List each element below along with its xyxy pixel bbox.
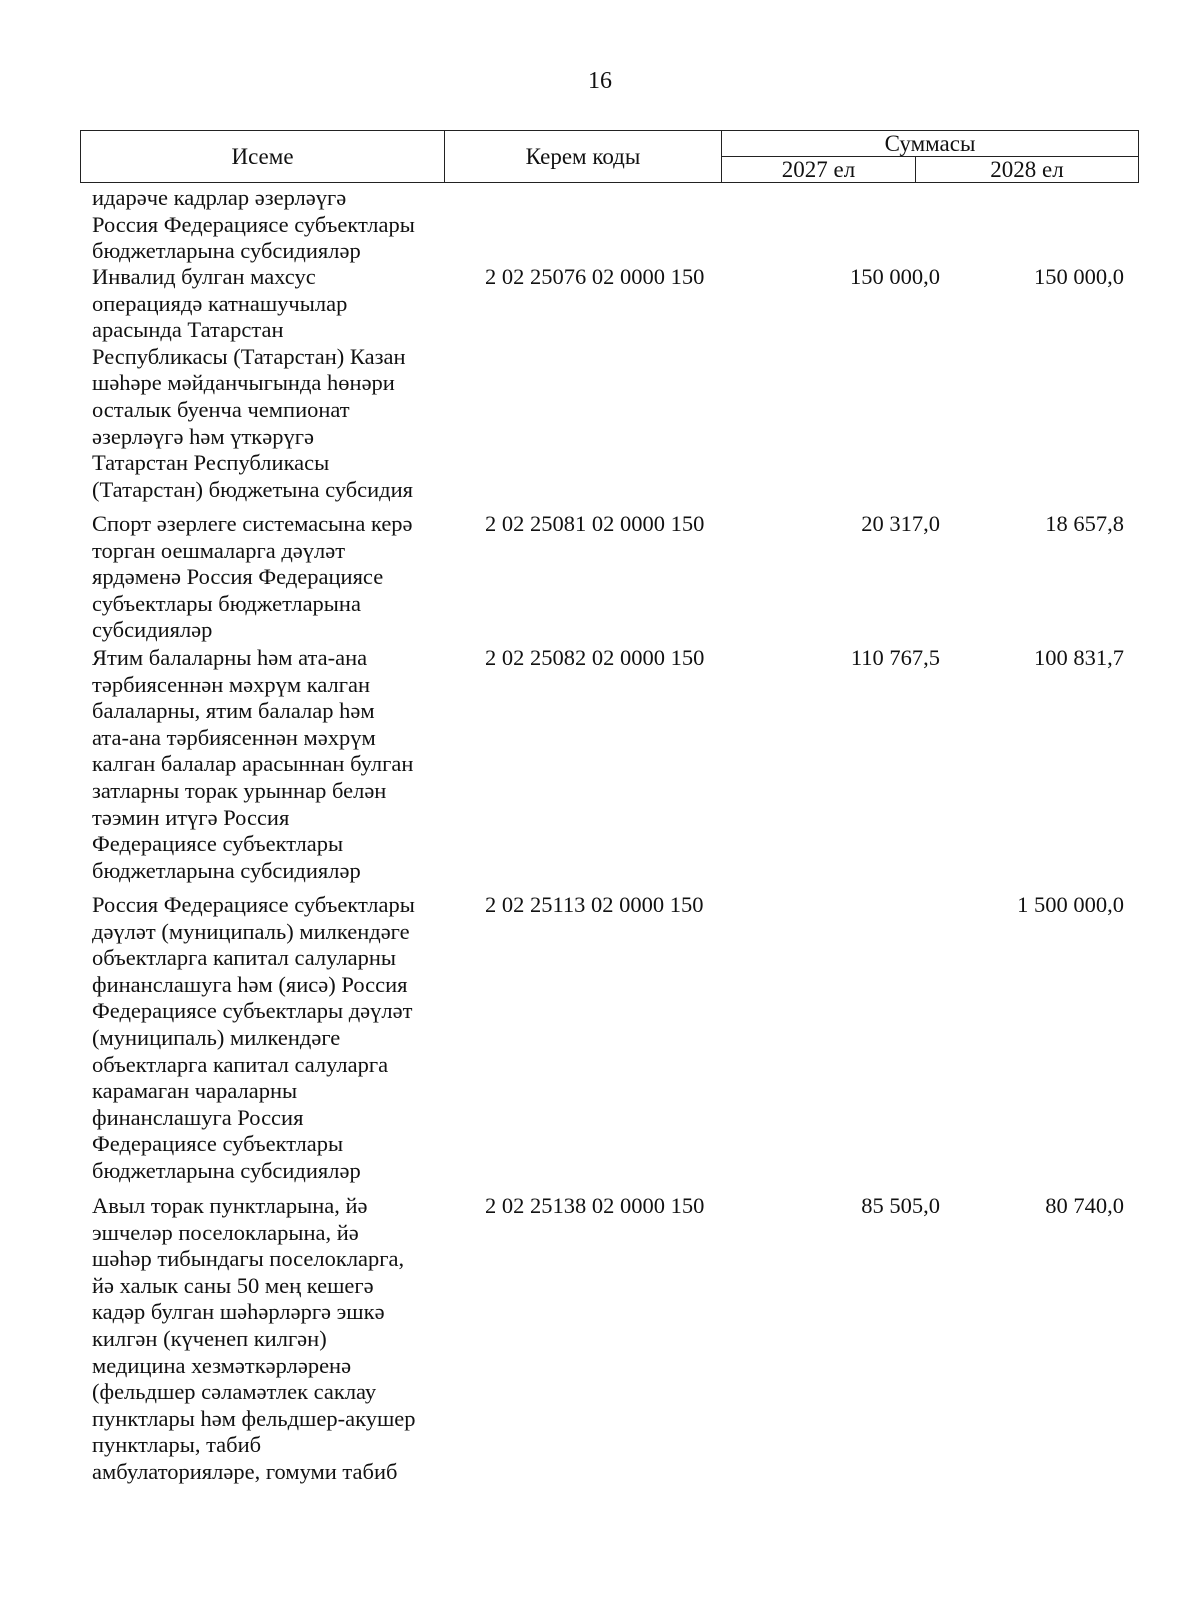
column-header-sum: Суммасы bbox=[722, 131, 1139, 157]
row-name: Авыл торак пунктларына, йә эшчеләр поселокларына, йә шәһәр тибындагы поселокларга, йә халык саны 50 мең кешегә кадәр булган шәһәрләргә эшкә килгән (күченеп килгән) медицина хезмәткәрләренә (фельдшер сәламәтлек саклау пунктлары һәм фельдшер-акушер пунктлары, табиб амбулаторияләре, гомуми табиб bbox=[92, 1193, 416, 1484]
row-value-2028: 18 657,8 bbox=[1045, 511, 1124, 536]
row-value-2027: 85 505,0 bbox=[861, 1193, 940, 1218]
table-header bbox=[80, 130, 1139, 183]
column-header-2027: 2027 ел bbox=[722, 157, 916, 183]
row-name: Спорт әзерлеге системасына керә торган оешмаларга дәүләт ярдәменә Россия Федерациясе субъектлары бюджетларына субсидияләр bbox=[92, 511, 413, 643]
row-name: Инвалид булган махсус операциядә катнашучылар арасында Татарстан Республикасы (Татарстан) Казан шәһәре мәйданчыгында һөнәри осталык буенча чемпионат әзерләүгә һәм үткәрүгә Татарстан Республикасы (Татарстан) бюджетына субсидия bbox=[92, 264, 414, 502]
row-value-2027: 110 767,5 bbox=[850, 645, 940, 670]
row-name: Ятим балаларны һәм ата-ана тәрбиясеннән мәхрүм калган балаларны, ятим балалар һәм ата-ана тәрбиясеннән мәхрүм калган балалар арасыннан булган затларны торак урыннар белән тәэмин итүгә Россия Федерациясе субъектлары бюджетларына субсидияләр bbox=[92, 645, 414, 883]
column-header-2028: 2028 ел bbox=[916, 157, 1139, 183]
row-code: 2 02 25081 02 0000 150 bbox=[485, 511, 705, 536]
row-value-2028: 1 500 000,0 bbox=[1017, 892, 1124, 917]
row-code: 2 02 25113 02 0000 150 bbox=[485, 892, 704, 917]
row-code: 2 02 25076 02 0000 150 bbox=[485, 264, 705, 289]
row-name: Россия Федерациясе субъектлары дәүләт (муниципаль) милкендәге объектларга капитал салуларны финанслашуга һәм (яисә) Россия Федерациясе субъектлары дәүләт (муниципаль) милкендәге объектларга капитал салуларга карамаган чараларны финанслашуга Россия Федерациясе субъектлары бюджетларына субсидияләр bbox=[92, 892, 415, 1183]
row-value-2028: 100 831,7 bbox=[1034, 645, 1124, 670]
page-number: 16 bbox=[588, 68, 612, 94]
row-code: 2 02 25082 02 0000 150 bbox=[485, 645, 705, 670]
column-header-name: Исеме bbox=[81, 131, 445, 183]
column-header-code: Керем коды bbox=[445, 131, 722, 183]
row-value-2027: 20 317,0 bbox=[861, 511, 940, 536]
row-name: идарәче кадрлар әзерләүгә Россия Федерациясе субъектлары бюджетларына субсидияләр bbox=[92, 185, 415, 264]
row-code: 2 02 25138 02 0000 150 bbox=[485, 1193, 705, 1218]
row-value-2028: 150 000,0 bbox=[1034, 264, 1124, 289]
row-value-2027: 150 000,0 bbox=[850, 264, 940, 289]
row-value-2028: 80 740,0 bbox=[1045, 1193, 1124, 1218]
